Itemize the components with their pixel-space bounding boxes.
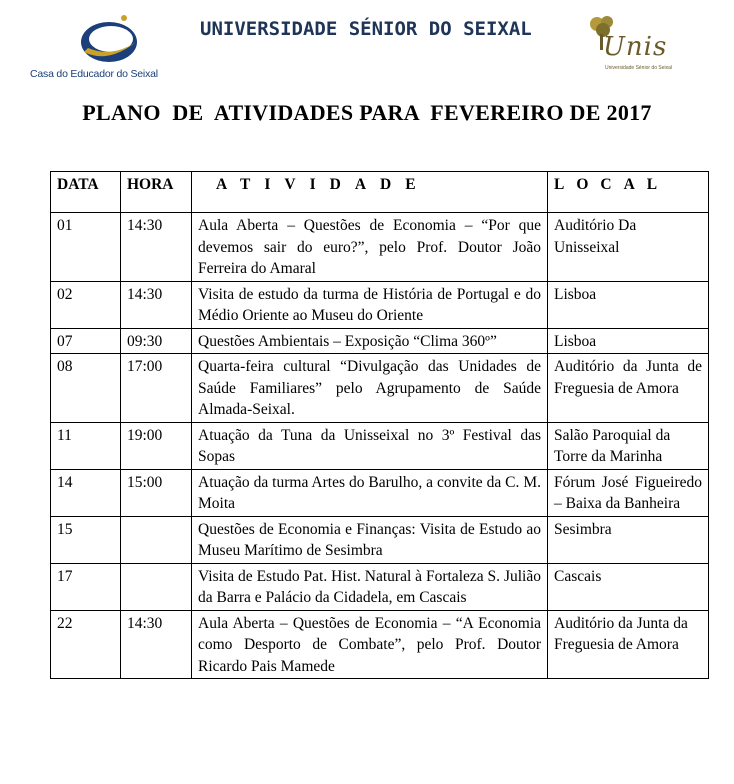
row-location: Lisboa [548, 328, 709, 354]
row-time: 17:00 [121, 354, 192, 423]
row-location: Salão Paroquial da Torre da Marinha [548, 422, 709, 469]
table-row [51, 422, 709, 469]
row-location: Lisboa [548, 281, 709, 328]
row-activity: Atuação da turma Artes do Barulho, a convite da C. M. Moita [192, 469, 548, 516]
row-activity: Questões Ambientais – Exposição “Clima 360º” [192, 328, 548, 354]
casa-educador-logo [30, 12, 165, 80]
row-activity: Aula Aberta – Questões de Economia – “A Economia como Desporto de Combate”, pelo Prof. Doutor Ricardo Pais Mamede [192, 610, 548, 679]
col-data-header: DATA [51, 172, 121, 213]
unis-logo-subtitle: Universidade Sénior do Seixal [605, 65, 672, 71]
org-name: UNIVERSIDADE SÉNIOR DO SEIXAL [200, 18, 532, 40]
row-time [121, 563, 192, 610]
table-row [51, 213, 709, 282]
row-activity: Visita de Estudo Pat. Hist. Natural à Fortaleza S. Julião da Barra e Palácio da Cidadela, em Cascais [192, 563, 548, 610]
table-header-row [51, 172, 709, 213]
row-activity: Atuação da Tuna da Unisseixal no 3º Festival das Sopas [192, 422, 548, 469]
col-atividade-header: ATIVIDADE [192, 172, 548, 213]
row-location: Cascais [548, 563, 709, 610]
row-activity: Visita de estudo da turma de História de Portugal e do Médio Oriente ao Museu do Oriente [192, 281, 548, 328]
table-row [51, 281, 709, 328]
row-time: 14:30 [121, 213, 192, 282]
row-time [121, 516, 192, 563]
row-time: 09:30 [121, 328, 192, 354]
activities-table [50, 171, 709, 679]
row-date: 17 [51, 563, 121, 610]
left-logo-caption: Casa do Educador do Seixal [30, 68, 158, 80]
row-activity: Aula Aberta – Questões de Economia – “Por que devemos sair do euro?”, pelo Prof. Doutor João Ferreira do Amaral [192, 213, 548, 282]
table-row [51, 328, 709, 354]
row-location: Auditório da Junta de Freguesia de Amora [548, 354, 709, 423]
swoosh-logo-icon [78, 12, 140, 68]
col-local-header: LOCAL [548, 172, 709, 213]
row-location: Auditório da Junta da Freguesia de Amora [548, 610, 709, 679]
row-date: 15 [51, 516, 121, 563]
row-time: 14:30 [121, 281, 192, 328]
row-location: Fórum José Figueiredo – Baixa da Banheira [548, 469, 709, 516]
unis-logo-word: Unis [603, 32, 668, 62]
table-row [51, 516, 709, 563]
row-date: 01 [51, 213, 121, 282]
col-hora-header: HORA [121, 172, 192, 213]
row-date: 11 [51, 422, 121, 469]
unis-logo [583, 14, 703, 70]
row-time: 15:00 [121, 469, 192, 516]
row-location: Sesimbra [548, 516, 709, 563]
table-row [51, 563, 709, 610]
row-date: 22 [51, 610, 121, 679]
row-date: 08 [51, 354, 121, 423]
row-activity: Quarta-feira cultural “Divulgação das Unidades de Saúde Familiares” pelo Agrupamento de Saúde Almada-Seixal. [192, 354, 548, 423]
row-date: 02 [51, 281, 121, 328]
table-row [51, 354, 709, 423]
row-time: 14:30 [121, 610, 192, 679]
page-title: PLANO DE ATIVIDADES PARA FEVEREIRO DE 2017 [82, 100, 652, 125]
table-row [51, 610, 709, 679]
row-date: 07 [51, 328, 121, 354]
row-location: Auditório Da Unisseixal [548, 213, 709, 282]
table-row [51, 469, 709, 516]
row-time: 19:00 [121, 422, 192, 469]
row-activity: Questões de Economia e Finanças: Visita de Estudo ao Museu Marítimo de Sesimbra [192, 516, 548, 563]
row-date: 14 [51, 469, 121, 516]
